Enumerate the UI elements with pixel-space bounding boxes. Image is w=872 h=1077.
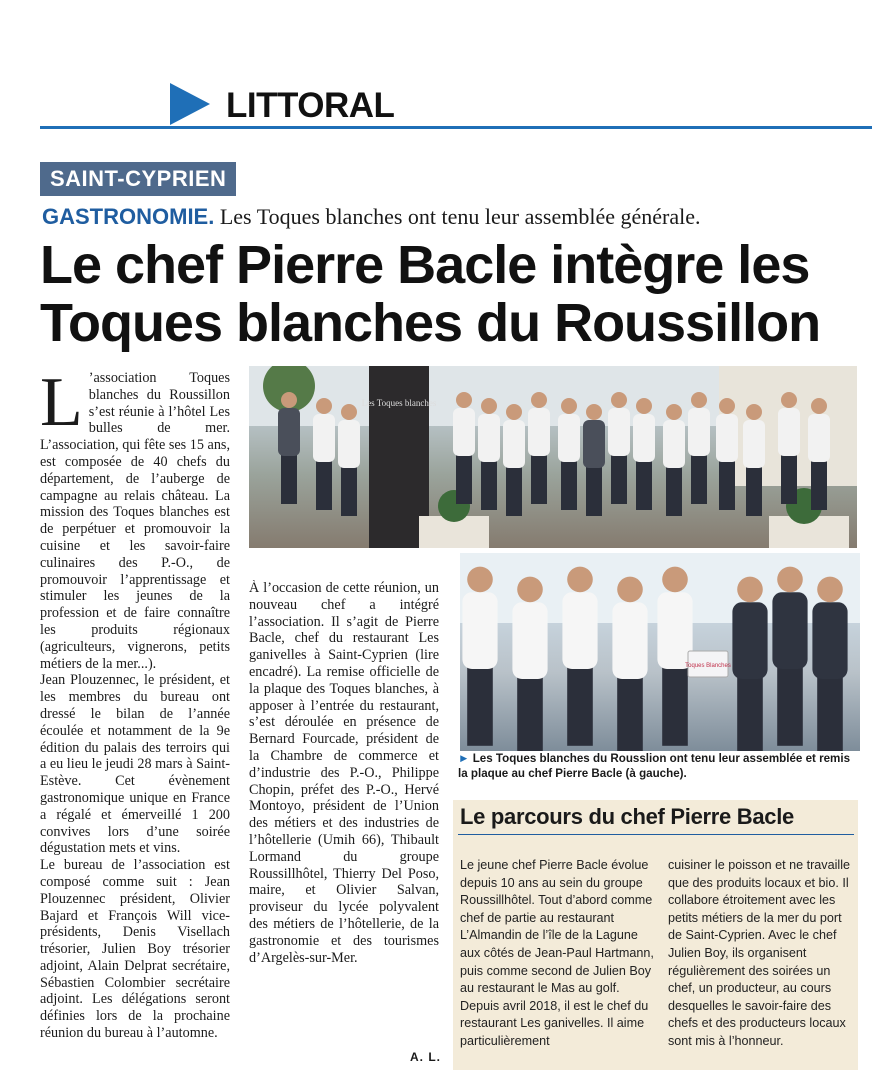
- paragraph-3: Le bureau de l’association est composé comme suit : Jean Plouzennec président, Olivier Bajard et François Will vice-présidents, Denis Visellach trésorier, Julien Boy trésorier adjoint, Alain Delprat secrétaire, Sébastien Colombier secrétaire adjoint. Les délégations seront définies lors de la prochaine réunion du bureau à l’automne.: [40, 857, 230, 1042]
- author-signature: A. L.: [410, 1050, 441, 1064]
- paragraph-2: Jean Plouzennec, le président, et les membres du bureau ont dressé le bilan de l’année écoulée et notamment de la 9e édition du palais des terroirs qui a eu lieu le jeudi 28 mars à Saint-Estève. Cet évènement gastronomique unique en France a régalé et émerveillé 1 200 convives lors d’une soirée dégustation mets et vins.: [40, 672, 230, 857]
- plaque-text: Toques Blanches: [685, 663, 731, 669]
- deck-category: GASTRONOMIE.: [42, 204, 215, 229]
- article-column-2: [249, 580, 439, 1060]
- person-figure: [716, 398, 738, 510]
- article-column-1: [40, 370, 230, 1072]
- banner-text: Les Toques blanches: [361, 398, 437, 408]
- person-figure: [453, 392, 475, 504]
- deck-text: Les Toques blanches ont tenu leur assemblée générale.: [214, 204, 701, 229]
- person-figure: [608, 392, 630, 504]
- sidebar-divider: [458, 834, 854, 835]
- headline-line-2: Toques blanches du Roussillon: [40, 293, 821, 353]
- sidebar-title: Le parcours du chef Pierre Bacle: [460, 804, 794, 829]
- person-figure: [663, 404, 685, 516]
- person-figure: [583, 404, 605, 516]
- caption-text: Les Toques blanches du Rousslion ont tenu leur assemblée et remis la plaque au chef Pierre Bacle (à gauche).: [458, 752, 851, 780]
- triangle-right-icon: ►: [458, 752, 470, 765]
- paragraph-1: ’association Toques blanches du Roussillon s’est réunie à l’hôtel Les bulles de mer. L’association, qui fête ses 15 ans, est composée de 40 chefs du département, de l’auberge de campagne au relais château. La mission des Toques blanches est de perpétuer et promouvoir la cuisine et les savoir-faire culinaires des P.-O., de promouvoir l’apprentissage et stimuler les jeunes de la profession et de faire connaître les produits régionaux (agriculteurs, vignerons, petits métiers de la mer...).: [40, 370, 230, 672]
- person-figure: [462, 567, 497, 746]
- plaque-photo-illustration: [460, 553, 860, 751]
- person-figure: [528, 392, 550, 504]
- person-figure: [478, 398, 500, 510]
- person-figure: [562, 567, 597, 746]
- person-figure: [743, 404, 765, 516]
- drop-cap: L: [40, 370, 83, 441]
- person-figure: [633, 398, 655, 510]
- person-figure: [772, 567, 807, 746]
- group-photo: [249, 366, 857, 548]
- sidebar-column-2: cuisiner le poisson et ne travaille que des produits locaux et bio. Il collabore étroitement avec les petits métiers de la mer du port de Saint-Cyprien. Avec le chef Julien Boy, ils organisent régulièrement des soirées un chef, un producteur, au cours desquelles le savoir-faire des chefs et des producteurs locaux sont mis à l’honneur.: [668, 858, 851, 1048]
- paragraph-4: À l’occasion de cette réunion, un nouveau chef a intégré l’association. Il s’agit de Pierre Bacle, chef du restaurant Les ganivelles à Saint-Cyprien (lire encadré). La remise officielle de la plaque des Toques blanches, à apposer à l’entrée du restaurant, s’est déroulée en présence de Bernard Fourcade, président de la Chambre de commerce et d’industrie des P.-O., Philippe Chopin, préfet des P.-O., Hervé Montoyo, président de l’Union des métiers et des industries de l’hôtellerie (Umih 66), Thibault Lormand du groupe Roussillhôtel, Thierry Del Poso, maire, et Olivier Salvan, proviseur du lycée polyvalent des métiers de l’hôtellerie, de la gastronomie et des tourismes d’Argelès-sur-Mer.: [249, 580, 439, 966]
- person-figure: [657, 567, 692, 746]
- person-figure: [338, 404, 360, 516]
- triangle-right-icon: [170, 83, 210, 125]
- sidebar-column-1: Le jeune chef Pierre Bacle évolue depuis 10 ans au sein du groupe Roussillhôtel. Tout d’abord comme chef de partie au restaurant L’Almandin de l’île de la Lagune aux côtés de Jean-Paul Hartmann, puis comme second de Julien Boy au restaurant le Mas au golf. Depuis avril 2018, il est le chef du restaurant Les ganivelles. Il aime particulièrement: [460, 858, 654, 1048]
- person-figure: [278, 392, 300, 504]
- location-kicker: SAINT-CYPRIEN: [40, 162, 236, 196]
- article-headline: [40, 236, 872, 352]
- section-title: LITTORAL: [226, 86, 395, 125]
- section-divider: [40, 126, 872, 129]
- person-figure: [558, 398, 580, 510]
- person-figure: [778, 392, 800, 504]
- group-photo-illustration: [249, 366, 857, 548]
- person-figure: [808, 398, 830, 510]
- plaque-ceremony-photo: [457, 550, 860, 751]
- person-figure: [503, 404, 525, 516]
- person-figure: [688, 392, 710, 504]
- article-deck: [42, 204, 701, 230]
- person-figure: [313, 398, 335, 510]
- headline-line-1: Le chef Pierre Bacle intègre les: [40, 235, 810, 295]
- photo-caption: [458, 751, 858, 781]
